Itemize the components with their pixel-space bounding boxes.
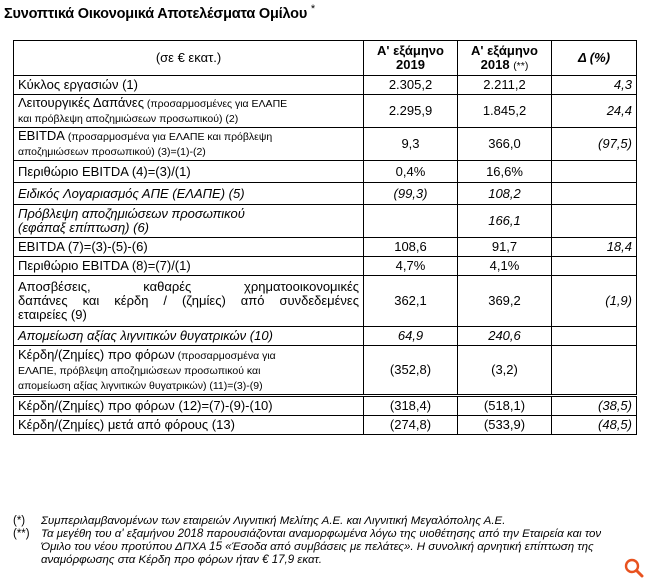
table-row	[14, 346, 637, 396]
value-2019: 9,3	[364, 128, 458, 161]
header-2018-line2: 2018	[480, 56, 510, 72]
table-row	[14, 161, 637, 183]
value-2018: 2.211,2	[458, 76, 552, 95]
value-2019: (99,3)	[364, 183, 458, 205]
footnote	[13, 528, 633, 567]
value-2019: 0,4%	[364, 161, 458, 183]
table-row	[14, 128, 637, 161]
page-title	[4, 3, 315, 22]
table-row	[14, 205, 637, 238]
table-row	[14, 327, 637, 346]
value-2018: 240,6	[458, 327, 552, 346]
footnotes	[13, 515, 633, 567]
table-row	[14, 276, 637, 327]
value-delta: 4,3	[552, 76, 637, 95]
row-label: Απομείωση αξίας λιγνιτικών θυγατρικών (10)	[14, 327, 364, 346]
value-2019: (274,8)	[364, 416, 458, 435]
row-label: Κέρδη/(Ζημίες) μετά από φόρους (13)	[14, 416, 364, 435]
value-2019: 2.295,9	[364, 95, 458, 128]
value-2018: 16,6%	[458, 161, 552, 183]
value-delta	[552, 346, 637, 396]
table-row	[14, 416, 637, 435]
row-label-line2: αποζημιώσεων προσωπικού) (3)=(1)-(2)	[18, 146, 206, 158]
value-delta: (38,5)	[552, 396, 637, 416]
value-2019	[364, 205, 458, 238]
value-2019: 362,1	[364, 276, 458, 327]
table-row	[14, 95, 637, 128]
column-header-delta: Δ (%)	[552, 41, 637, 76]
value-2019: (352,8)	[364, 346, 458, 396]
table-row	[14, 257, 637, 276]
footnote	[13, 515, 633, 528]
row-label: Ειδικός Λογαριασμός ΑΠΕ (ΕΛΑΠΕ) (5)	[14, 183, 364, 205]
header-2019-line2: 2019	[396, 57, 425, 72]
row-label-line2: ΕΛΑΠΕ, πρόβλεψη αποζημιώσεων προσωπικού και	[18, 364, 261, 377]
value-delta	[552, 183, 637, 205]
row-label	[14, 346, 364, 396]
table-row	[14, 396, 637, 416]
footnote-mark: (*)	[13, 515, 26, 527]
value-2018: 91,7	[458, 238, 552, 257]
row-label-line2: (εφάπαξ επίπτωση) (6)	[18, 220, 150, 235]
row-label	[14, 95, 364, 128]
value-2019: (318,4)	[364, 396, 458, 416]
row-label	[14, 205, 364, 238]
footnote-text: Συμπεριλαμβανομένων των εταιρειών Λιγνιτική Μελίτης Α.Ε. και Λιγνιτική Μεγαλόπολης Α.Ε.	[41, 515, 506, 527]
row-label	[14, 276, 364, 327]
row-label: Περιθώριο EBITDA (8)=(7)/(1)	[14, 257, 364, 276]
row-label: Κέρδη/(Ζημίες) προ φόρων (12)=(7)-(9)-(10)	[14, 396, 364, 416]
column-header-2019	[364, 41, 458, 76]
value-2018: 366,0	[458, 128, 552, 161]
value-2018: 108,2	[458, 183, 552, 205]
table-row	[14, 183, 637, 205]
value-2019: 64,9	[364, 327, 458, 346]
title-footnote-mark: *	[310, 3, 316, 15]
value-2018: (518,1)	[458, 396, 552, 416]
value-delta: (48,5)	[552, 416, 637, 435]
table-row	[14, 238, 637, 257]
column-header-2018	[458, 41, 552, 76]
unit-header: (σε € εκατ.)	[14, 41, 364, 76]
row-label-main: Λειτουργικές Δαπάνες	[18, 95, 144, 110]
value-2019: 2.305,2	[364, 76, 458, 95]
value-delta: (1,9)	[552, 276, 637, 327]
value-2019: 4,7%	[364, 257, 458, 276]
value-2018: 4,1%	[458, 257, 552, 276]
value-2018: 166,1	[458, 205, 552, 238]
row-label-line2: δαπάνες και κέρδη / (ζημίες) από συνδεδεμένες	[18, 293, 359, 308]
value-2019: 108,6	[364, 238, 458, 257]
row-label: EBITDA (7)=(3)-(5)-(6)	[14, 238, 364, 257]
table-header-row	[14, 41, 637, 76]
row-label: Περιθώριο EBITDA (4)=(3)/(1)	[14, 161, 364, 183]
value-delta: 18,4	[552, 238, 637, 257]
row-label	[14, 128, 364, 161]
row-label-line2: και πρόβλεψη αποζημιώσεων προσωπικού) (2)	[18, 113, 239, 125]
row-label-note: (προσαρμοσμένες για ΕΛΑΠΕ	[143, 98, 288, 110]
value-2018: (533,9)	[458, 416, 552, 435]
row-label-note: (προσαρμοσμένα για ΕΛΑΠΕ και πρόβλεψη	[64, 131, 273, 143]
row-label-note: (προσαρμοσμένα για	[174, 349, 276, 362]
row-label-line3: εταιρείες (9)	[18, 307, 87, 322]
row-label-line1: Αποσβέσεις, καθαρές χρηματοοικονομικές	[18, 279, 359, 294]
table-row	[14, 76, 637, 95]
value-delta	[552, 161, 637, 183]
row-label-main: EBITDA	[18, 128, 65, 143]
row-label-line1: Πρόβλεψη αποζημιώσεων προσωπικού	[18, 206, 245, 221]
magnifier-logo-icon	[624, 558, 644, 578]
value-2018: 369,2	[458, 276, 552, 327]
value-delta	[552, 257, 637, 276]
footnote-text: Τα μεγέθη του α' εξαμήνου 2018 παρουσιάζονται αναμορφωμένα λόγω της υιοθέτησης από την Εταιρεία και τον Όμιλο του νέου προτύπου ΔΠΧΑ 15 «Έσοδα από συμβάσεις με πελάτες». Η συνολική αρνητική επίπτωση της αναμόρφωσης στα Κέρδη προ φόρων ήταν € 17,9 εκατ.	[41, 528, 602, 566]
row-label: Κύκλος εργασιών (1)	[14, 76, 364, 95]
footnote-mark: (**)	[13, 528, 30, 540]
value-delta: 24,4	[552, 95, 637, 128]
header-2018-line1: Α' εξάμηνο	[471, 42, 538, 58]
value-2018: (3,2)	[458, 346, 552, 396]
title-text: Συνοπτικά Οικονομικά Αποτελέσματα Ομίλου	[4, 5, 308, 22]
value-delta	[552, 327, 637, 346]
header-2018-mark: (**)	[513, 59, 529, 72]
value-2018: 1.845,2	[458, 95, 552, 128]
header-2019-line1: Α' εξάμηνο	[377, 43, 444, 58]
value-delta: (97,5)	[552, 128, 637, 161]
row-label-line3: απομείωση αξίας λιγνιτικών θυγατρικών) (11)=(3)-(9)	[18, 379, 263, 392]
financial-results-table	[13, 40, 637, 435]
row-label-main: Κέρδη/(Ζημίες) προ φόρων	[18, 346, 175, 362]
value-delta	[552, 205, 637, 238]
